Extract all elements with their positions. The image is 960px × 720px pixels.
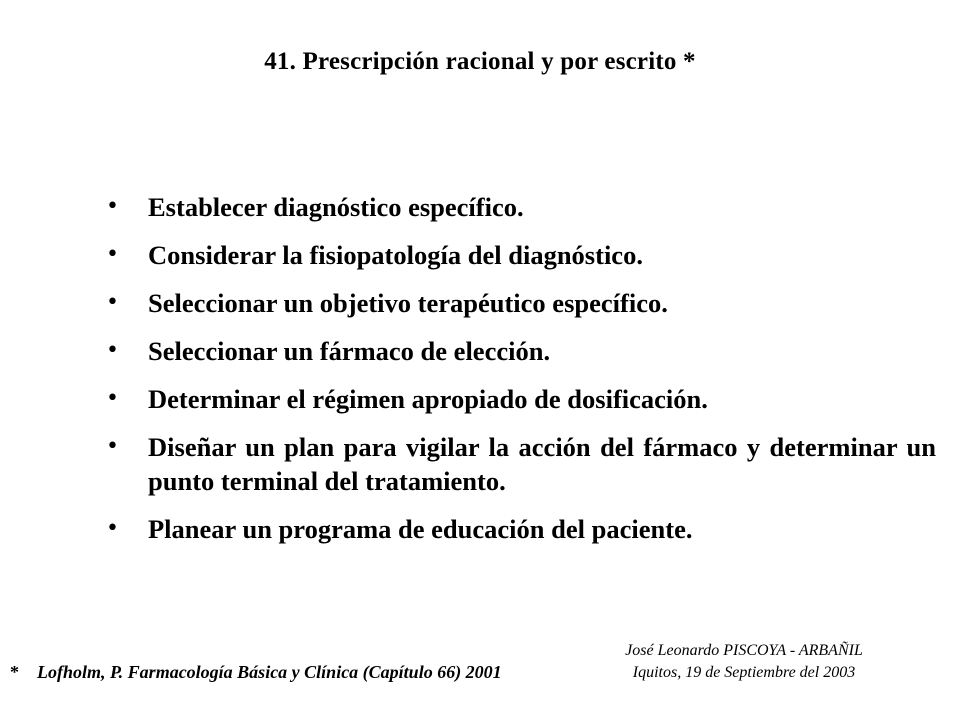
bullet-item (106, 430, 936, 498)
bullet-text: Determinar el régimen apropiado de dosificación. (148, 384, 708, 414)
bullet-icon: • (106, 516, 119, 541)
bullet-text: Seleccionar un objetivo terapéutico específico. (148, 288, 668, 318)
citation-marker: * (10, 662, 19, 682)
bullet-icon: • (106, 434, 119, 459)
author-name: José Leonardo PISCOYA - ARBAÑIL (625, 642, 863, 659)
bullet-text: Planear un programa de educación del paciente. (148, 514, 693, 544)
bullet-item (106, 382, 936, 416)
bullet-text: Seleccionar un fármaco de elección. (148, 336, 551, 366)
citation-footnote (10, 660, 540, 684)
author-block (554, 640, 934, 684)
bullet-item (106, 238, 936, 272)
bullet-text: Considerar la fisiopatología del diagnóstico. (148, 240, 643, 270)
bullet-item (106, 334, 936, 368)
bullet-text: Diseñar un plan para vigilar la acción del fármaco y determinar un punto terminal del tratamiento. (148, 432, 936, 496)
bullet-icon: • (106, 386, 119, 411)
slide-title: 41. Prescripción racional y por escrito * (264, 48, 696, 75)
bullet-icon: • (106, 242, 119, 267)
bullet-icon: • (106, 290, 119, 315)
author-place-date: Iquitos, 19 de Septiembre del 2003 (632, 664, 856, 681)
bullet-item (106, 512, 936, 546)
bullet-text: Establecer diagnóstico específico. (148, 192, 524, 222)
bullet-icon: • (106, 338, 119, 363)
bullet-item (106, 190, 936, 224)
bullet-list (106, 190, 936, 560)
citation-text: Lofholm, P. Farmacología Básica y Clínica (Capítulo 66) 2001 (37, 662, 502, 682)
bullet-item (106, 286, 936, 320)
bullet-icon: • (106, 194, 119, 219)
